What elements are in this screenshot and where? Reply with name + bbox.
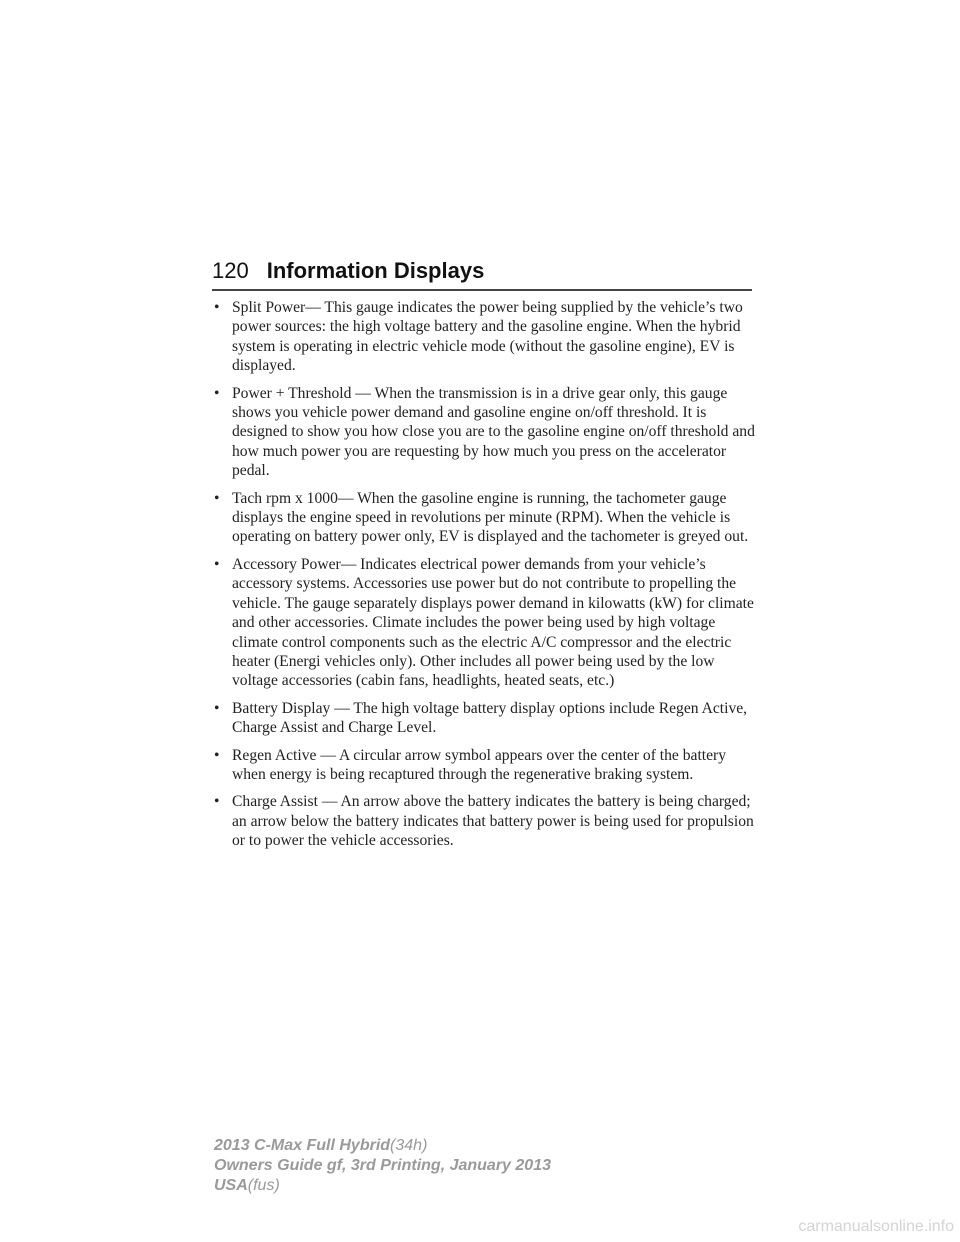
bullet-icon: • (214, 384, 220, 402)
bullet-text: Accessory Power— Indicates electrical power demands from your vehicle’s accessory systems. Accessories use power but do not contribute to propelling the vehicle. The gauge separately displays power demand in kilowatts (kW) for climate and other accessories. Climate includes the power being used by high voltage climate control components such as the electric A/C compressor and the electric heater (Energi vehicles only). Other includes all power being used by the low voltage accessories (cabin fans, headlights, heated seats, etc.) (232, 555, 754, 690)
page-header (212, 258, 484, 284)
list-item (212, 298, 760, 376)
list-item (212, 699, 760, 738)
list-item (212, 555, 760, 691)
bullet-text: Battery Display — The high voltage battery display options include Regen Active, Charge Assist and Charge Level. (232, 699, 748, 737)
list-item (212, 746, 760, 785)
footer-model: 2013 C-Max Full Hybrid (214, 1137, 391, 1154)
bullet-text: Power + Threshold — When the transmission is in a drive gear only, this gauge shows you vehicle power demand and gasoline engine on/off threshold. It is designed to show you how close you are to the gasoline engine on/off threshold and how much power you are requesting by how much you press on the accelerator pedal. (232, 384, 755, 480)
footer-model-code: (34h) (390, 1137, 428, 1154)
footer-printing: Owners Guide gf, 3rd Printing, January 2013 (214, 1157, 551, 1174)
section-title: Information Displays (266, 258, 485, 283)
page-number: 120 (212, 258, 249, 283)
bullet-text: Regen Active — A circular arrow symbol appears over the center of the battery when energy is being recaptured through the regenerative braking system. (232, 746, 727, 783)
document-footer (214, 1136, 551, 1196)
watermark: carmanualsonline.info (798, 1218, 954, 1235)
footer-region-code: (fus) (247, 1177, 280, 1194)
bullet-icon: • (214, 555, 220, 573)
bullet-icon: • (214, 746, 220, 764)
footer-region: USA (214, 1177, 248, 1194)
list-item (212, 384, 760, 481)
bullet-list (212, 298, 760, 859)
list-item (212, 489, 760, 547)
list-item (212, 792, 760, 850)
bullet-icon: • (214, 699, 220, 717)
footer-line-3 (214, 1176, 551, 1196)
bullet-icon: • (214, 489, 220, 507)
bullet-text: Split Power— This gauge indicates the power being supplied by the vehicle’s two power sources: the high voltage battery and the gasoline engine. When the hybrid system is operating in electric vehicle mode (without the gasoline engine), EV is displayed. (232, 299, 743, 375)
bullet-icon: • (214, 299, 220, 316)
bullet-text: Tach rpm x 1000— When the gasoline engine is running, the tachometer gauge displays the engine speed in revolutions per minute (RPM). When the vehicle is operating on battery power only, EV is displayed and the tachometer is greyed out. (232, 489, 749, 546)
bullet-icon: • (214, 793, 220, 811)
footer-line-2 (214, 1156, 551, 1176)
bullet-text: Charge Assist — An arrow above the battery indicates the battery is being charged; an arrow below the battery indicates that battery power is being used for propulsion or to power the vehicle accessories. (232, 793, 754, 850)
header-rule (212, 289, 752, 291)
footer-line-1 (214, 1136, 551, 1156)
